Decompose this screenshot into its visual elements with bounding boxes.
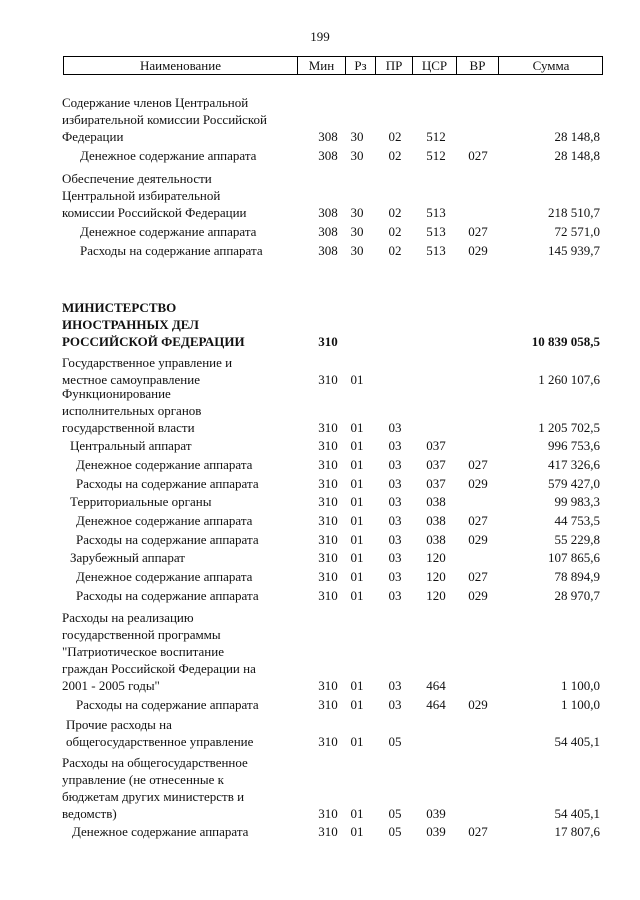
row-name: Денежное содержание аппарата (76, 569, 253, 584)
row-name: Денежное содержание аппарата (76, 457, 253, 472)
cell-pr: 03 (388, 588, 402, 603)
row-name: Расходы на содержание аппарата (80, 243, 263, 258)
cell-csr: 513 (426, 224, 446, 239)
cell-sum: 1 100,0 (561, 697, 600, 712)
cell-rz: 01 (350, 678, 364, 693)
cell-csr: 512 (426, 129, 446, 144)
header-pr: ПР (375, 57, 412, 74)
cell-pr: 03 (388, 438, 402, 453)
row-name: Расходы на содержание аппарата (76, 697, 259, 712)
row-name: Денежное содержание аппарата (76, 513, 253, 528)
cell-min: 310 (318, 824, 338, 839)
cell-pr: 03 (388, 697, 402, 712)
cell-sum: 417 326,6 (548, 457, 600, 472)
cell-csr: 037 (426, 476, 446, 491)
cell-csr: 120 (426, 569, 446, 584)
row-name: Государственное управление и местное самоуправление (62, 355, 233, 387)
cell-sum: 1 100,0 (561, 678, 600, 693)
cell-min: 310 (318, 494, 338, 509)
cell-rz: 01 (350, 494, 364, 509)
header-sum: Сумма (498, 57, 603, 74)
cell-rz: 01 (350, 588, 364, 603)
cell-pr: 03 (388, 532, 402, 547)
cell-csr: 513 (426, 205, 446, 220)
cell-csr: 120 (426, 550, 446, 565)
cell-pr: 03 (388, 494, 402, 509)
cell-sum: 55 229,8 (554, 532, 600, 547)
cell-vr: 029 (468, 697, 488, 712)
cell-rz: 01 (350, 569, 364, 584)
cell-rz: 30 (350, 224, 364, 239)
cell-sum: 28 148,8 (554, 129, 600, 144)
cell-min: 308 (318, 129, 338, 144)
cell-sum: 54 405,1 (554, 734, 600, 749)
cell-min: 308 (318, 205, 338, 220)
cell-csr: 038 (426, 494, 446, 509)
cell-min: 310 (318, 438, 338, 453)
cell-rz: 30 (350, 129, 364, 144)
cell-pr: 02 (388, 205, 402, 220)
cell-rz: 01 (350, 806, 364, 821)
cell-csr: 037 (426, 457, 446, 472)
cell-pr: 02 (388, 224, 402, 239)
header-vr: ВР (456, 57, 498, 74)
cell-csr: 039 (426, 806, 446, 821)
row-name: Расходы на содержание аппарата (76, 532, 259, 547)
row-name: Расходы на содержание аппарата (76, 588, 259, 603)
row-name: Расходы на общегосударственное управление (не отнесенные к бюджетам других министерств и ведомств) (62, 755, 248, 821)
cell-vr: 029 (468, 476, 488, 491)
cell-min: 310 (318, 678, 338, 693)
cell-pr: 03 (388, 678, 402, 693)
row-name: Денежное содержание аппарата (80, 224, 257, 239)
cell-pr: 03 (388, 569, 402, 584)
cell-rz: 01 (350, 438, 364, 453)
cell-csr: 513 (426, 243, 446, 258)
cell-sum: 996 753,6 (548, 438, 600, 453)
cell-min: 310 (318, 697, 338, 712)
cell-sum: 10 839 058,5 (531, 334, 600, 349)
row-name: МИНИСТЕРСТВО ИНОСТРАННЫХ ДЕЛ РОССИЙСКОЙ ФЕДЕРАЦИИ (62, 300, 245, 349)
cell-pr: 05 (388, 734, 402, 749)
cell-rz: 01 (350, 734, 364, 749)
cell-csr: 512 (426, 148, 446, 163)
header-min: Мин (297, 57, 345, 74)
cell-min: 308 (318, 243, 338, 258)
cell-min: 310 (318, 532, 338, 547)
cell-sum: 218 510,7 (548, 205, 600, 220)
cell-vr: 027 (468, 569, 488, 584)
cell-min: 310 (318, 550, 338, 565)
cell-rz: 01 (350, 532, 364, 547)
cell-rz: 30 (350, 148, 364, 163)
cell-pr: 05 (388, 806, 402, 821)
cell-min: 310 (318, 588, 338, 603)
cell-sum: 1 205 702,5 (538, 420, 600, 435)
row-name: Обеспечение деятельности Центральной избирательной комиссии Российской Федерации (62, 171, 247, 220)
cell-rz: 01 (350, 372, 364, 387)
cell-rz: 01 (350, 476, 364, 491)
cell-rz: 01 (350, 420, 364, 435)
row-name: Денежное содержание аппарата (72, 824, 249, 839)
cell-min: 310 (318, 513, 338, 528)
row-name: Прочие расходы на общегосударственное управление (66, 717, 254, 749)
cell-rz: 30 (350, 205, 364, 220)
row-name: Денежное содержание аппарата (80, 148, 257, 163)
cell-vr: 027 (468, 824, 488, 839)
cell-csr: 037 (426, 438, 446, 453)
cell-rz: 01 (350, 550, 364, 565)
cell-sum: 44 753,5 (554, 513, 600, 528)
row-name: Территориальные органы (70, 494, 212, 509)
cell-pr: 03 (388, 476, 402, 491)
cell-csr: 464 (426, 697, 446, 712)
cell-pr: 02 (388, 129, 402, 144)
cell-min: 310 (318, 734, 338, 749)
cell-csr: 038 (426, 532, 446, 547)
cell-sum: 1 260 107,6 (538, 372, 600, 387)
row-name: Функционирование исполнительных органов государственной власти (62, 386, 202, 435)
cell-min: 310 (318, 420, 338, 435)
cell-min: 308 (318, 148, 338, 163)
cell-vr: 027 (468, 224, 488, 239)
cell-vr: 029 (468, 588, 488, 603)
cell-csr: 464 (426, 678, 446, 693)
page-number: 199 (310, 29, 330, 44)
cell-csr: 038 (426, 513, 446, 528)
header-name: Наименование (140, 58, 221, 73)
cell-vr: 027 (468, 457, 488, 472)
cell-sum: 28 148,8 (554, 148, 600, 163)
cell-pr: 03 (388, 513, 402, 528)
cell-sum: 99 983,3 (554, 494, 600, 509)
row-name: Расходы на реализацию государственной программы "Патриотическое воспитание граждан Российской Федерации на 2001 - 2005 годы" (62, 610, 256, 693)
cell-min: 310 (318, 476, 338, 491)
cell-sum: 28 970,7 (554, 588, 600, 603)
cell-rz: 30 (350, 243, 364, 258)
cell-pr: 05 (388, 824, 402, 839)
cell-vr: 029 (468, 243, 488, 258)
cell-sum: 107 865,6 (548, 550, 600, 565)
cell-pr: 03 (388, 457, 402, 472)
cell-pr: 03 (388, 420, 402, 435)
cell-csr: 120 (426, 588, 446, 603)
cell-sum: 78 894,9 (554, 569, 600, 584)
cell-min: 308 (318, 224, 338, 239)
cell-min: 310 (318, 457, 338, 472)
cell-rz: 01 (350, 513, 364, 528)
cell-rz: 01 (350, 457, 364, 472)
cell-vr: 029 (468, 532, 488, 547)
cell-pr: 02 (388, 148, 402, 163)
row-name: Зарубежный аппарат (70, 550, 185, 565)
row-name: Содержание членов Центральной избирательной комиссии Российской Федерации (62, 95, 267, 144)
cell-vr: 027 (468, 148, 488, 163)
cell-rz: 01 (350, 824, 364, 839)
cell-sum: 17 807,6 (554, 824, 600, 839)
cell-csr: 039 (426, 824, 446, 839)
row-name: Расходы на содержание аппарата (76, 476, 259, 491)
cell-pr: 02 (388, 243, 402, 258)
cell-sum: 72 571,0 (554, 224, 600, 239)
header-rz: Рз (345, 57, 375, 74)
cell-sum: 579 427,0 (548, 476, 600, 491)
cell-pr: 03 (388, 550, 402, 565)
cell-sum: 54 405,1 (554, 806, 600, 821)
cell-min: 310 (318, 334, 338, 349)
row-name: Центральный аппарат (70, 438, 192, 453)
header-csr: ЦСР (412, 57, 456, 74)
cell-min: 310 (318, 806, 338, 821)
cell-vr: 027 (468, 513, 488, 528)
cell-rz: 01 (350, 697, 364, 712)
cell-min: 310 (318, 372, 338, 387)
cell-min: 310 (318, 569, 338, 584)
cell-sum: 145 939,7 (548, 243, 600, 258)
